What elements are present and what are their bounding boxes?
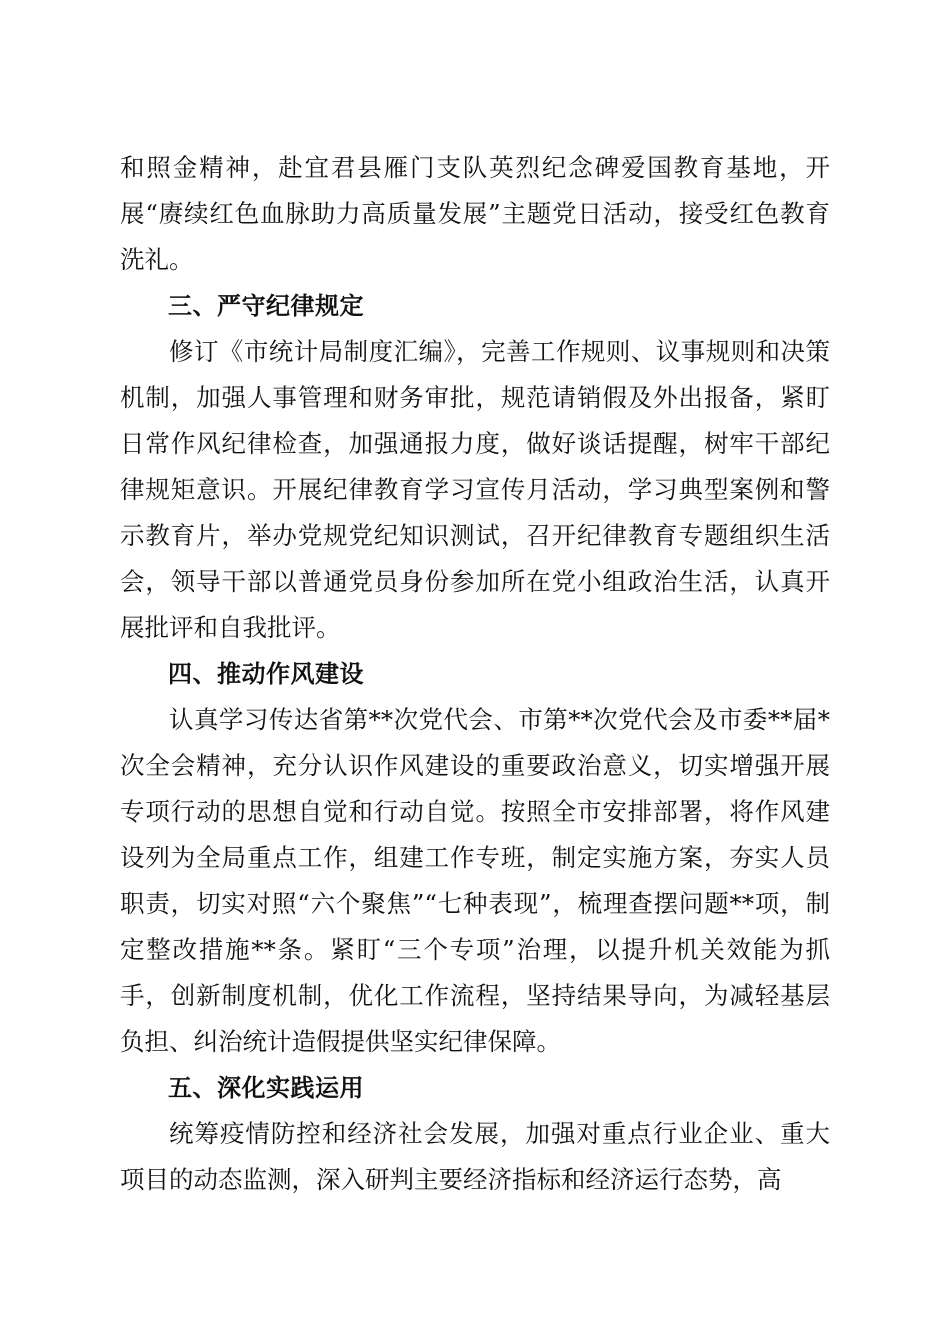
section-heading-4: 四、推动作风建设 xyxy=(168,660,364,688)
document-body xyxy=(120,145,830,1203)
paragraph-work-style: 认真学习传达省第**次党代会、市第**次党代会及市委**届*次全会精神，充分认识作风建设的重要政治意义，切实增强开展专项行动的思想自觉和行动自觉。按照全市安排部署，将作风建设列为全局重点工作，组建工作专班，制定实施方案，夯实人员职责，切实对照“六个聚焦”“七种表现”，梳理查摆问题**项，制定整改措施**条。紧盯“三个专项”治理，以提升机关效能为抓手，创新制度机制，优化工作流程，坚持结果导向，为减轻基层负担、纠治统计造假提供坚实纪律保障。 xyxy=(120,705,830,1056)
paragraph-practice: 统筹疫情防控和经济社会发展，加强对重点行业企业、重大项目的动态监测，深入研判主要经济指标和经济运行态势，高 xyxy=(120,1119,830,1194)
paragraph-continuation: 和照金精神，赴宜君县雁门支队英烈纪念碑爱国教育基地，开展“赓续红色血脉助力高质量发展”主题党日活动，接受红色教育洗礼。 xyxy=(120,153,830,274)
section-heading-3: 三、严守纪律规定 xyxy=(168,292,364,320)
paragraph-discipline: 修订《市统计局制度汇编》，完善工作规则、议事规则和决策机制，加强人事管理和财务审批，规范请销假及外出报备，紧盯日常作风纪律检查，加强通报力度，做好谈话提醒，树牢干部纪律规矩意识。开展纪律教育学习宣传月活动，学习典型案例和警示教育片，举办党规党纪知识测试，召开纪律教育专题组织生活会，领导干部以普通党员身份参加所在党小组政治生活，认真开展批评和自我批评。 xyxy=(120,337,830,642)
section-heading-5: 五、深化实践运用 xyxy=(168,1074,364,1102)
